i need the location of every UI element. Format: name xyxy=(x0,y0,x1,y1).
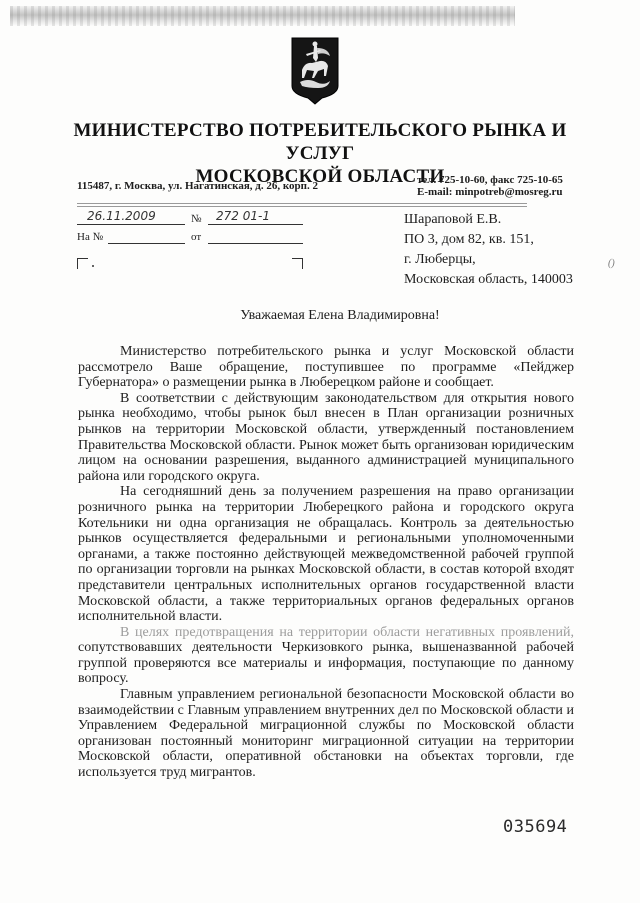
paragraph: На сегодняшний день за получением разрешения на право организации розничного рынка на территории Люберецкого района и городского округа Котельники ни одна организация не обращалась. Контроль за деятельностью рынков осуществляется федеральными и региональными уполномоченными органами, а также постоянно действующей межведомственной рабочей группой по организации торговли на рынках Московской области, в состав которой входят представители центральных исполнительных органов государственной власти Московской области, а также территориальных органов федеральных органов исполнительной власти. xyxy=(78,484,574,625)
number-label: № xyxy=(191,213,202,225)
reference-number-field xyxy=(108,229,185,244)
paragraph: Министерство потребительского рынка и услуг Московской области рассмотрело Ваше обращение, поступившее по программе «Пейджер Губернатора» о размещении рынка в Люберецком районе и сообщает. xyxy=(78,344,574,391)
reference-date-label: от xyxy=(191,231,202,243)
reference-label: На № xyxy=(77,231,104,243)
recipient-address-line1: ПО 3, дом 82, кв. 151, xyxy=(404,232,534,247)
salutation: Уважаемая Елена Владимировна! xyxy=(240,308,440,323)
ministry-title-line2: МОСКОВСКОЙ ОБЛАСТИ xyxy=(195,166,445,187)
date-value: 26.11.2009 xyxy=(87,209,156,223)
letterhead-divider xyxy=(77,203,527,204)
address-window-corner xyxy=(292,258,303,269)
number-field xyxy=(208,210,303,225)
ministry-contacts xyxy=(417,174,563,198)
reference-date-field xyxy=(208,229,303,244)
paragraph: В соответствии с действующим законодательством для открытия нового рынка необходимо, чтобы рынок был внесен в План организации розничных рынков на территории Московской области, утвержденный постановлением Правительства Московской области. Рынок может быть организован юридическим лицом на основании разрешения, выданного администрацией муниципального района или городского округа. xyxy=(78,390,574,484)
margin-mark: () xyxy=(608,258,615,269)
recipient-block xyxy=(404,210,573,290)
ministry-address: 115487, г. Москва, ул. Нагатинская, д. 26, корп. 2 xyxy=(77,180,319,192)
recipient-address-line2: г. Люберцы, xyxy=(404,252,476,267)
ministry-email: E-mail: minpotreb@mosreg.ru xyxy=(417,186,563,198)
paragraph-text: сопутствовавших деятельности Черкизовкого рынка, вышеназванной рабочей группой проверяются все материалы и информация, поступающие по данному вопросу. xyxy=(78,640,574,687)
recipient-address-line3: Московская область, 140003 xyxy=(404,272,573,287)
paragraph-faded-text: В целях предотвращения на территории области негативных проявлений, xyxy=(120,624,574,640)
scan-dot xyxy=(92,265,94,267)
coat-of-arms-icon xyxy=(290,36,340,106)
address-window-corner xyxy=(77,258,88,269)
scan-artifact-band xyxy=(10,6,515,26)
document-serial-number: 035694 xyxy=(503,817,568,837)
date-field xyxy=(77,210,185,225)
number-value: 272 01-1 xyxy=(216,209,270,223)
paragraph xyxy=(78,625,574,687)
letter-body xyxy=(78,344,574,781)
recipient-name: Шараповой Е.В. xyxy=(404,212,502,227)
paragraph: Главным управлением региональной безопасности Московской области во взаимодействии с Главным управлением внутренних дел по Московской области и Управлением Федеральной миграционной службы по Московской области организован постоянный мониторинг миграционной ситуации на территории Московской области, оперативной обстановки на объектах торговли, где используется труд мигрантов. xyxy=(78,687,574,781)
letterhead-divider xyxy=(77,206,527,207)
ministry-title-line1: МИНИСТЕРСТВО ПОТРЕБИТЕЛЬСКОГО РЫНКА И УСЛУГ xyxy=(73,120,567,164)
ministry-phone: тел. 725-10-60, факс 725-10-65 xyxy=(417,174,563,186)
